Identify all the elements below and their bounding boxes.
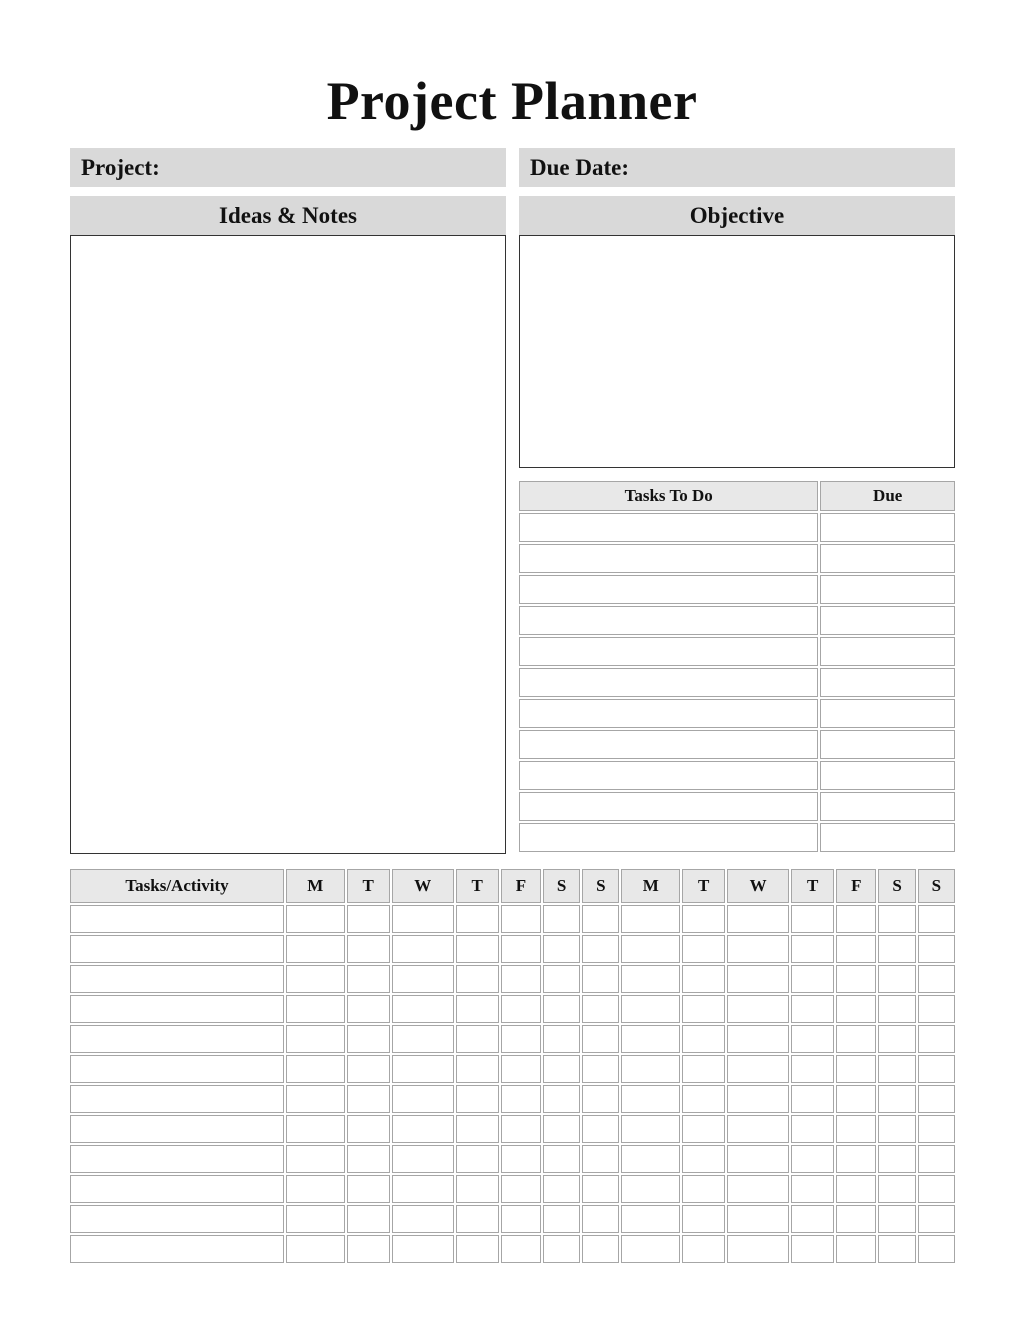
day-check-cell[interactable] (727, 1235, 789, 1263)
project-label: Project: (81, 155, 160, 180)
day-check-cell[interactable] (501, 1145, 541, 1173)
day-check-cell[interactable] (456, 1055, 499, 1083)
objective-area[interactable] (519, 235, 955, 468)
day-check-cell[interactable] (392, 1205, 454, 1233)
day-check-cell[interactable] (456, 1175, 499, 1203)
ideas-notes-header: Ideas & Notes (70, 196, 506, 235)
column-header-day: S (878, 869, 915, 903)
day-check-cell[interactable] (286, 1205, 345, 1233)
day-check-cell[interactable] (727, 1205, 789, 1233)
table-row (70, 935, 955, 963)
weekly-tracker-table (68, 867, 957, 1265)
task-cell[interactable] (519, 699, 818, 728)
day-check-cell[interactable] (286, 965, 345, 993)
day-check-cell[interactable] (918, 965, 955, 993)
day-check-cell[interactable] (727, 935, 789, 963)
day-check-cell[interactable] (456, 995, 499, 1023)
table-row (70, 1115, 955, 1143)
day-check-cell[interactable] (621, 965, 680, 993)
task-cell[interactable] (519, 544, 818, 573)
activity-cell[interactable] (70, 1085, 284, 1113)
day-check-cell[interactable] (582, 905, 619, 933)
column-header-day: F (836, 869, 876, 903)
day-check-cell[interactable] (682, 995, 725, 1023)
day-check-cell[interactable] (682, 1205, 725, 1233)
due-date-label: Due Date: (530, 155, 629, 180)
activity-cell[interactable] (70, 1175, 284, 1203)
table-row (519, 513, 955, 542)
table-row (70, 1055, 955, 1083)
day-check-cell[interactable] (347, 1115, 390, 1143)
column-header-day: T (682, 869, 725, 903)
ideas-notes-area[interactable] (70, 235, 506, 854)
day-check-cell[interactable] (392, 965, 454, 993)
activity-cell[interactable] (70, 1205, 284, 1233)
day-check-cell[interactable] (543, 1055, 580, 1083)
day-check-cell[interactable] (392, 1055, 454, 1083)
day-check-cell[interactable] (543, 1115, 580, 1143)
day-check-cell[interactable] (621, 935, 680, 963)
day-check-cell[interactable] (682, 965, 725, 993)
day-check-cell[interactable] (621, 905, 680, 933)
day-check-cell[interactable] (791, 905, 834, 933)
day-check-cell[interactable] (621, 1175, 680, 1203)
due-cell[interactable] (820, 606, 955, 635)
due-cell[interactable] (820, 823, 955, 852)
column-header-day: M (286, 869, 345, 903)
due-cell[interactable] (820, 513, 955, 542)
task-cell[interactable] (519, 761, 818, 790)
day-check-cell[interactable] (582, 995, 619, 1023)
day-check-cell[interactable] (682, 905, 725, 933)
day-check-cell[interactable] (791, 1025, 834, 1053)
day-check-cell[interactable] (918, 1235, 955, 1263)
day-check-cell[interactable] (918, 1085, 955, 1113)
table-row (519, 761, 955, 790)
table-row (70, 965, 955, 993)
day-check-cell[interactable] (456, 1085, 499, 1113)
day-check-cell[interactable] (543, 1145, 580, 1173)
tasks-todo-table (517, 479, 957, 854)
table-header-row (519, 481, 955, 511)
day-check-cell[interactable] (791, 1085, 834, 1113)
day-check-cell[interactable] (791, 1175, 834, 1203)
day-check-cell[interactable] (878, 1055, 915, 1083)
day-check-cell[interactable] (501, 965, 541, 993)
day-check-cell[interactable] (286, 1085, 345, 1113)
day-check-cell[interactable] (836, 1085, 876, 1113)
table-row (70, 995, 955, 1023)
column-header-day: T (791, 869, 834, 903)
day-check-cell[interactable] (878, 1175, 915, 1203)
day-check-cell[interactable] (582, 1145, 619, 1173)
day-check-cell[interactable] (878, 1085, 915, 1113)
day-check-cell[interactable] (286, 995, 345, 1023)
day-check-cell[interactable] (501, 1055, 541, 1083)
day-check-cell[interactable] (836, 1025, 876, 1053)
column-header-day: S (918, 869, 955, 903)
table-row (70, 905, 955, 933)
day-check-cell[interactable] (878, 935, 915, 963)
day-check-cell[interactable] (621, 1205, 680, 1233)
day-check-cell[interactable] (836, 1235, 876, 1263)
due-cell[interactable] (820, 792, 955, 821)
day-check-cell[interactable] (347, 1235, 390, 1263)
day-check-cell[interactable] (727, 965, 789, 993)
day-check-cell[interactable] (286, 905, 345, 933)
task-cell[interactable] (519, 606, 818, 635)
activity-cell[interactable] (70, 935, 284, 963)
day-check-cell[interactable] (918, 1145, 955, 1173)
day-check-cell[interactable] (918, 1115, 955, 1143)
day-check-cell[interactable] (878, 1205, 915, 1233)
day-check-cell[interactable] (543, 965, 580, 993)
due-cell[interactable] (820, 637, 955, 666)
table-row (70, 1205, 955, 1233)
table-row (519, 699, 955, 728)
day-check-cell[interactable] (347, 965, 390, 993)
day-check-cell[interactable] (286, 935, 345, 963)
day-check-cell[interactable] (727, 1085, 789, 1113)
day-check-cell[interactable] (918, 995, 955, 1023)
day-check-cell[interactable] (582, 1085, 619, 1113)
table-row (519, 792, 955, 821)
day-check-cell[interactable] (392, 1235, 454, 1263)
day-check-cell[interactable] (918, 905, 955, 933)
day-check-cell[interactable] (791, 1205, 834, 1233)
day-check-cell[interactable] (621, 1085, 680, 1113)
day-check-cell[interactable] (582, 935, 619, 963)
table-header-row (70, 869, 955, 903)
day-check-cell[interactable] (501, 1205, 541, 1233)
due-cell[interactable] (820, 699, 955, 728)
day-check-cell[interactable] (456, 1235, 499, 1263)
day-check-cell[interactable] (791, 1235, 834, 1263)
day-check-cell[interactable] (347, 1145, 390, 1173)
day-check-cell[interactable] (727, 995, 789, 1023)
day-check-cell[interactable] (621, 1055, 680, 1083)
day-check-cell[interactable] (727, 1175, 789, 1203)
task-cell[interactable] (519, 637, 818, 666)
day-check-cell[interactable] (682, 1235, 725, 1263)
day-check-cell[interactable] (347, 935, 390, 963)
day-check-cell[interactable] (878, 995, 915, 1023)
day-check-cell[interactable] (791, 995, 834, 1023)
day-check-cell[interactable] (582, 1115, 619, 1143)
day-check-cell[interactable] (727, 905, 789, 933)
day-check-cell[interactable] (347, 1205, 390, 1233)
table-row (519, 730, 955, 759)
day-check-cell[interactable] (543, 905, 580, 933)
day-check-cell[interactable] (727, 1055, 789, 1083)
day-check-cell[interactable] (621, 1235, 680, 1263)
day-check-cell[interactable] (791, 965, 834, 993)
day-check-cell[interactable] (621, 1115, 680, 1143)
table-row (519, 823, 955, 852)
day-check-cell[interactable] (456, 1145, 499, 1173)
table-row (519, 668, 955, 697)
day-check-cell[interactable] (836, 935, 876, 963)
day-check-cell[interactable] (582, 1175, 619, 1203)
day-check-cell[interactable] (878, 1115, 915, 1143)
activity-cell[interactable] (70, 995, 284, 1023)
day-check-cell[interactable] (347, 1085, 390, 1113)
day-check-cell[interactable] (582, 1055, 619, 1083)
day-check-cell[interactable] (456, 1025, 499, 1053)
day-check-cell[interactable] (836, 1205, 876, 1233)
column-header-due: Due (820, 481, 955, 511)
activity-cell[interactable] (70, 1115, 284, 1143)
project-field[interactable] (70, 148, 506, 187)
day-check-cell[interactable] (392, 1025, 454, 1053)
day-check-cell[interactable] (836, 1175, 876, 1203)
day-check-cell[interactable] (392, 905, 454, 933)
day-check-cell[interactable] (501, 935, 541, 963)
day-check-cell[interactable] (347, 1055, 390, 1083)
day-check-cell[interactable] (727, 1025, 789, 1053)
column-header-tasks-to-do: Tasks To Do (519, 481, 818, 511)
day-check-cell[interactable] (918, 1205, 955, 1233)
day-check-cell[interactable] (456, 1205, 499, 1233)
day-check-cell[interactable] (836, 1055, 876, 1083)
due-cell[interactable] (820, 730, 955, 759)
task-cell[interactable] (519, 513, 818, 542)
day-check-cell[interactable] (501, 1025, 541, 1053)
day-check-cell[interactable] (543, 1175, 580, 1203)
column-header-tasks-activity: Tasks/Activity (70, 869, 284, 903)
objective-header: Objective (519, 196, 955, 235)
table-row (70, 1085, 955, 1113)
day-check-cell[interactable] (286, 1145, 345, 1173)
column-header-day: M (621, 869, 680, 903)
day-check-cell[interactable] (286, 1115, 345, 1143)
day-check-cell[interactable] (286, 1175, 345, 1203)
day-check-cell[interactable] (543, 1205, 580, 1233)
day-check-cell[interactable] (621, 1145, 680, 1173)
day-check-cell[interactable] (582, 965, 619, 993)
day-check-cell[interactable] (501, 1085, 541, 1113)
activity-cell[interactable] (70, 1145, 284, 1173)
day-check-cell[interactable] (878, 1235, 915, 1263)
day-check-cell[interactable] (878, 1145, 915, 1173)
day-check-cell[interactable] (836, 1115, 876, 1143)
day-check-cell[interactable] (621, 1025, 680, 1053)
day-check-cell[interactable] (918, 1025, 955, 1053)
day-check-cell[interactable] (543, 1025, 580, 1053)
column-header-day: W (727, 869, 789, 903)
day-check-cell[interactable] (286, 1025, 345, 1053)
day-check-cell[interactable] (682, 1025, 725, 1053)
day-check-cell[interactable] (347, 995, 390, 1023)
day-check-cell[interactable] (286, 1055, 345, 1083)
day-check-cell[interactable] (791, 935, 834, 963)
day-check-cell[interactable] (456, 965, 499, 993)
day-check-cell[interactable] (582, 1235, 619, 1263)
activity-cell[interactable] (70, 1235, 284, 1263)
column-header-day: S (582, 869, 619, 903)
day-check-cell[interactable] (791, 1145, 834, 1173)
day-check-cell[interactable] (392, 1115, 454, 1143)
day-check-cell[interactable] (392, 995, 454, 1023)
activity-cell[interactable] (70, 905, 284, 933)
due-cell[interactable] (820, 544, 955, 573)
table-row (70, 1145, 955, 1173)
day-check-cell[interactable] (836, 905, 876, 933)
day-check-cell[interactable] (878, 905, 915, 933)
day-check-cell[interactable] (582, 1025, 619, 1053)
task-cell[interactable] (519, 792, 818, 821)
day-check-cell[interactable] (392, 1175, 454, 1203)
day-check-cell[interactable] (682, 1085, 725, 1113)
page-title: Project Planner (326, 71, 698, 131)
day-check-cell[interactable] (682, 1175, 725, 1203)
day-check-cell[interactable] (456, 935, 499, 963)
table-row (519, 544, 955, 573)
activity-cell[interactable] (70, 965, 284, 993)
day-check-cell[interactable] (682, 1055, 725, 1083)
day-check-cell[interactable] (456, 1115, 499, 1143)
day-check-cell[interactable] (543, 1235, 580, 1263)
day-check-cell[interactable] (727, 1145, 789, 1173)
day-check-cell[interactable] (836, 1145, 876, 1173)
column-header-day: W (392, 869, 454, 903)
day-check-cell[interactable] (347, 1025, 390, 1053)
due-date-field[interactable] (519, 148, 955, 187)
task-cell[interactable] (519, 575, 818, 604)
day-check-cell[interactable] (682, 935, 725, 963)
table-row (70, 1025, 955, 1053)
day-check-cell[interactable] (918, 1055, 955, 1083)
day-check-cell[interactable] (582, 1205, 619, 1233)
activity-cell[interactable] (70, 1025, 284, 1053)
day-check-cell[interactable] (501, 905, 541, 933)
table-row (70, 1175, 955, 1203)
day-check-cell[interactable] (392, 1145, 454, 1173)
day-check-cell[interactable] (543, 935, 580, 963)
due-cell[interactable] (820, 668, 955, 697)
column-header-day: T (347, 869, 390, 903)
day-check-cell[interactable] (836, 995, 876, 1023)
day-check-cell[interactable] (836, 965, 876, 993)
column-header-day: F (501, 869, 541, 903)
day-check-cell[interactable] (286, 1235, 345, 1263)
day-check-cell[interactable] (347, 1175, 390, 1203)
day-check-cell[interactable] (501, 995, 541, 1023)
day-check-cell[interactable] (347, 905, 390, 933)
day-check-cell[interactable] (501, 1175, 541, 1203)
day-check-cell[interactable] (501, 1115, 541, 1143)
day-check-cell[interactable] (791, 1115, 834, 1143)
day-check-cell[interactable] (727, 1115, 789, 1143)
table-row (70, 1235, 955, 1263)
column-header-day: S (543, 869, 580, 903)
day-check-cell[interactable] (682, 1115, 725, 1143)
due-cell[interactable] (820, 761, 955, 790)
day-check-cell[interactable] (543, 1085, 580, 1113)
day-check-cell[interactable] (918, 1175, 955, 1203)
day-check-cell[interactable] (501, 1235, 541, 1263)
day-check-cell[interactable] (682, 1145, 725, 1173)
day-check-cell[interactable] (456, 905, 499, 933)
day-check-cell[interactable] (621, 995, 680, 1023)
day-check-cell[interactable] (878, 965, 915, 993)
day-check-cell[interactable] (392, 935, 454, 963)
task-cell[interactable] (519, 823, 818, 852)
day-check-cell[interactable] (392, 1085, 454, 1113)
day-check-cell[interactable] (918, 935, 955, 963)
task-cell[interactable] (519, 668, 818, 697)
table-row (519, 637, 955, 666)
day-check-cell[interactable] (543, 995, 580, 1023)
task-cell[interactable] (519, 730, 818, 759)
table-row (519, 575, 955, 604)
table-row (519, 606, 955, 635)
due-cell[interactable] (820, 575, 955, 604)
column-header-day: T (456, 869, 499, 903)
day-check-cell[interactable] (878, 1025, 915, 1053)
day-check-cell[interactable] (791, 1055, 834, 1083)
activity-cell[interactable] (70, 1055, 284, 1083)
